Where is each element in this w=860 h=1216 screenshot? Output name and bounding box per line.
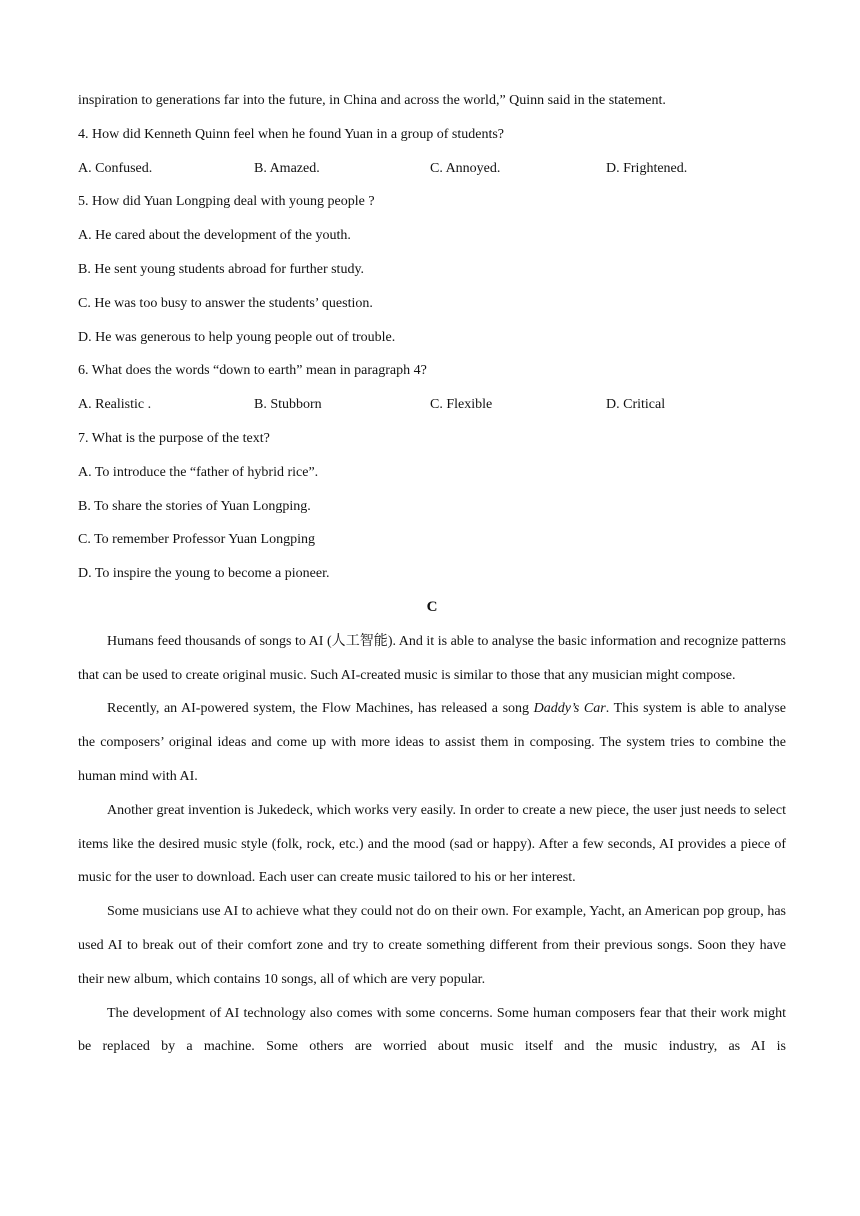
paragraph-2-text-before: Recently, an AI-powered system, the Flow Machines, has released a song — [107, 701, 534, 717]
question-6-option-d: D. Critical — [606, 397, 666, 413]
question-4-option-c: C. Annoyed. — [430, 160, 501, 176]
question-5-option-c: C. He was too busy to answer the students’ question. — [78, 295, 373, 311]
question-7-option-c: C. To remember Professor Yuan Longping — [78, 532, 315, 548]
question-6-option-c: C. Flexible — [430, 397, 493, 413]
section-c-paragraph-5: The development of AI technology also comes with some concerns. Some human composers fear that their work might be replaced by a machine. Some others are worried about music itself and the music industry, as AI is — [78, 1005, 786, 1055]
passage-continuation-line: inspiration to generations far into the future, in China and across the world,” Quinn said in the statement. — [78, 93, 666, 108]
section-c-paragraph-4: Some musicians use AI to achieve what they could not do on their own. For example, Yacht, an American pop group, has used AI to break out of their comfort zone and try to create something different from their previous songs. Soon they have their new album, which contains 10 songs, all of which are very popular. — [78, 904, 786, 987]
document-page — [78, 84, 786, 1064]
paragraph-2-text-after: . This system is able to analyse the composers’ original ideas and come up with more ideas to assist them in composing. The system tries to combine the human mind with AI. — [78, 701, 787, 784]
question-7-option-b: B. To share the stories of Yuan Longping. — [78, 498, 311, 514]
question-4-options — [78, 152, 786, 186]
section-c-paragraph-2 — [78, 692, 786, 793]
question-4-option-a: A. Confused. — [78, 160, 153, 176]
question-7-option-a: A. To introduce the “father of hybrid rice”. — [78, 464, 319, 480]
question-4-option-d: D. Frightened. — [606, 160, 688, 176]
question-4-stem: 4. How did Kenneth Quinn feel when he found Yuan in a group of students? — [78, 126, 505, 142]
question-5-option-d: D. He was generous to help young people out of trouble. — [78, 329, 396, 345]
question-4-option-b: B. Amazed. — [254, 160, 320, 176]
section-c-paragraph-3: Another great invention is Jukedeck, which works very easily. In order to create a new piece, the user just needs to select items like the desired music style (folk, rock, etc.) and the mood (sad or happy). After a few seconds, AI provides a piece of music for the user to download. Each user can create music tailored to his or her interest. — [78, 802, 786, 886]
question-5-option-a: A. He cared about the development of the youth. — [78, 228, 351, 244]
song-title: Daddy’s Car — [533, 701, 606, 717]
question-7-stem: 7. What is the purpose of the text? — [78, 430, 270, 446]
question-7-option-d: D. To inspire the young to become a pioneer. — [78, 566, 330, 582]
question-5-stem: 5. How did Yuan Longping deal with young people ? — [78, 194, 375, 210]
question-6-stem: 6. What does the words “down to earth” mean in paragraph 4? — [78, 363, 427, 379]
question-6-options — [78, 388, 786, 422]
question-6-option-a: A. Realistic . — [78, 397, 152, 413]
section-c-title: C — [426, 598, 438, 615]
section-c-paragraph-1: Humans feed thousands of songs to AI (人工智能). And it is able to analyse the basic information and recognize patterns that can be used to create original music. Such AI-created music is similar to those that any musician might compose. — [78, 633, 786, 683]
question-5-option-b: B. He sent young students abroad for further study. — [78, 261, 365, 277]
question-6-option-b: B. Stubborn — [254, 397, 322, 413]
